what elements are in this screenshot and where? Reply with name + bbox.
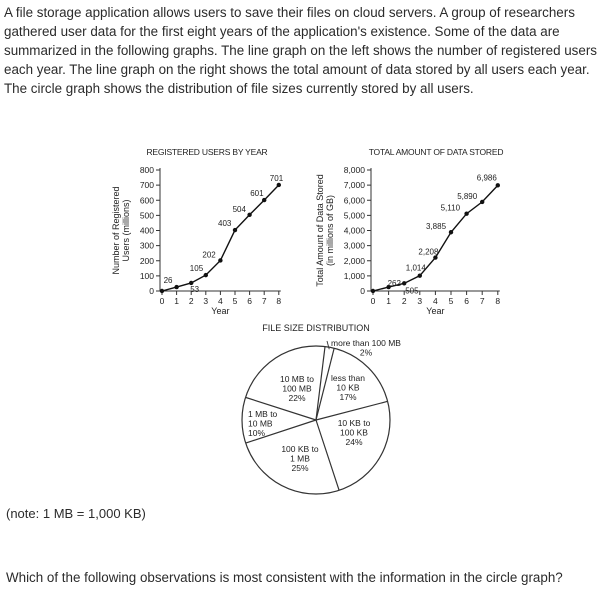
left-data-label: 601 bbox=[250, 189, 264, 199]
right-data-point bbox=[464, 212, 468, 216]
right-data-point bbox=[480, 200, 484, 204]
left-x-tick-label: 7 bbox=[261, 296, 267, 306]
right-title: TOTAL AMOUNT OF DATA STORED bbox=[368, 147, 504, 157]
left-x-tick-label: 4 bbox=[218, 296, 223, 306]
left-data-point bbox=[218, 258, 222, 262]
left-y-tick-label: 600 bbox=[139, 195, 154, 206]
right-y-label: Total Amount of Data Stored bbox=[315, 174, 325, 287]
pie-slice-label: 10 MB to bbox=[279, 374, 315, 384]
right-x-tick-label: 2 bbox=[401, 296, 407, 306]
right-x-tick-label: 6 bbox=[464, 296, 469, 306]
left-data-label: 504 bbox=[232, 204, 246, 214]
pie-slice-label: less than bbox=[330, 373, 366, 383]
right-x-tick-label: 1 bbox=[386, 296, 391, 306]
pie-slice-label: 25% bbox=[291, 463, 309, 473]
right-data-point bbox=[402, 281, 406, 285]
left-x-tick-label: 6 bbox=[247, 296, 252, 306]
pie-slice-label: 17% bbox=[339, 392, 357, 402]
left-data-label: 202 bbox=[202, 250, 216, 260]
left-x-tick-label: 0 bbox=[159, 296, 165, 306]
right-x-label: Year bbox=[426, 306, 445, 316]
left-data-point bbox=[262, 198, 266, 202]
right-y-tick-label: 1,000 bbox=[343, 270, 365, 281]
pie-slice-label: 100 KB bbox=[340, 427, 368, 438]
right-data-point bbox=[449, 230, 453, 234]
pie-title: FILE SIZE DISTRIBUTION bbox=[262, 323, 370, 333]
pie-slice-label: 100 KB to bbox=[281, 444, 319, 454]
intro-paragraph: A file storage application allows users to save their files on cloud servers. A group of researchers gathered user data for the first eight years of the application's existence. Some of the data are summarized in the following graphs. The line graph on the left shows the number of registered users each year. The line graph on the right shows the total amount of data stored by all users each year. The circle graph shows the distribution of file sizes currently stored by all users. bbox=[4, 5, 597, 96]
pie-slice-label: 10 KB to bbox=[337, 418, 371, 428]
right-data-point bbox=[496, 183, 500, 187]
note-text: (note: 1 MB = 1,000 KB) bbox=[6, 506, 146, 521]
left-x-tick-label: 2 bbox=[188, 296, 194, 306]
left-data-point bbox=[160, 289, 164, 293]
right-y-tick-label: 2,000 bbox=[343, 255, 365, 266]
data-stored-chart bbox=[315, 147, 503, 316]
right-y-tick-label: 4,000 bbox=[343, 225, 365, 236]
right-data-label: 6,986 bbox=[476, 173, 497, 183]
left-y-tick-label: 800 bbox=[139, 165, 154, 175]
right-x-tick-label: 5 bbox=[448, 296, 454, 306]
left-x-tick-label: 5 bbox=[232, 296, 238, 306]
right-data-label: 5,110 bbox=[440, 203, 461, 213]
left-data-point bbox=[233, 228, 237, 232]
right-x-tick-label: 8 bbox=[495, 296, 501, 306]
left-y-label: Number of Registered bbox=[111, 186, 121, 275]
right-data-point bbox=[371, 289, 375, 293]
left-data-label: 701 bbox=[269, 173, 284, 183]
right-y-tick-label: 6,000 bbox=[343, 195, 365, 206]
left-data-label: 53 bbox=[190, 284, 200, 294]
left-x-tick-label: 1 bbox=[174, 296, 179, 306]
left-y-tick-label: 400 bbox=[139, 225, 154, 236]
left-title: REGISTERED USERS BY YEAR bbox=[146, 147, 268, 157]
left-series-line bbox=[162, 185, 279, 291]
left-y-label: Users (millions) bbox=[121, 199, 131, 262]
pie-slice-label: 1 MB to bbox=[248, 409, 278, 419]
pie-slice-label: 1 MB bbox=[290, 453, 310, 464]
right-x-tick-label: 7 bbox=[479, 296, 485, 306]
left-y-tick-label: 500 bbox=[139, 210, 154, 221]
right-data-point bbox=[418, 273, 422, 277]
pie-slice-label: 100 MB bbox=[282, 383, 312, 394]
left-y-tick-label: 300 bbox=[139, 240, 154, 251]
pie-slice-label: more than 100 MB bbox=[331, 338, 401, 348]
pie-slice-label: 24% bbox=[345, 437, 363, 447]
left-y-tick-label: 700 bbox=[139, 180, 154, 191]
left-x-tick-label: 3 bbox=[203, 296, 209, 306]
right-x-tick-label: 3 bbox=[417, 296, 423, 306]
right-y-tick-label: 8,000 bbox=[343, 165, 365, 175]
question-text: Which of the following observations is most consistent with the information in the circle graph? bbox=[6, 570, 563, 585]
pie-slice-label: 10 KB bbox=[336, 382, 360, 393]
left-x-tick-label: 8 bbox=[276, 296, 282, 306]
right-data-label: 1,014 bbox=[405, 263, 426, 273]
left-data-label: 105 bbox=[189, 264, 204, 274]
left-y-tick-label: 200 bbox=[139, 255, 154, 266]
right-y-tick-label: 5,000 bbox=[343, 210, 365, 221]
right-data-label: 3,885 bbox=[426, 222, 447, 232]
pie-slice-label: 10% bbox=[248, 428, 266, 438]
left-data-point bbox=[204, 273, 208, 277]
right-data-label: 5,890 bbox=[457, 191, 478, 201]
file-size-pie-chart bbox=[242, 323, 401, 494]
right-data-label: 505 bbox=[405, 286, 419, 296]
pie-slice-label: 2% bbox=[359, 347, 373, 358]
right-data-label: 2,208 bbox=[418, 247, 439, 257]
left-data-label: 403 bbox=[218, 219, 232, 229]
right-x-tick-label: 4 bbox=[433, 296, 438, 306]
right-x-tick-label: 0 bbox=[370, 296, 376, 306]
pie-slice-label: 10 MB bbox=[248, 418, 273, 429]
pie-slice-label: 22% bbox=[288, 393, 306, 403]
left-data-point bbox=[247, 213, 251, 217]
left-data-label: 26 bbox=[163, 276, 173, 286]
right-series-line bbox=[373, 185, 498, 291]
right-y-tick-label: 3,000 bbox=[343, 240, 365, 251]
right-data-label: 262 bbox=[387, 279, 401, 289]
right-y-label: (in millions of GB) bbox=[325, 194, 335, 267]
left-y-tick-label: 100 bbox=[139, 270, 154, 281]
right-y-tick-label: 7,000 bbox=[343, 180, 365, 191]
left-data-point bbox=[174, 285, 178, 289]
registered-users-chart bbox=[111, 147, 284, 316]
left-x-label: Year bbox=[211, 306, 230, 316]
left-data-point bbox=[277, 183, 281, 187]
right-y-tick-label: 0 bbox=[360, 286, 365, 296]
left-y-tick-label: 0 bbox=[149, 286, 154, 296]
